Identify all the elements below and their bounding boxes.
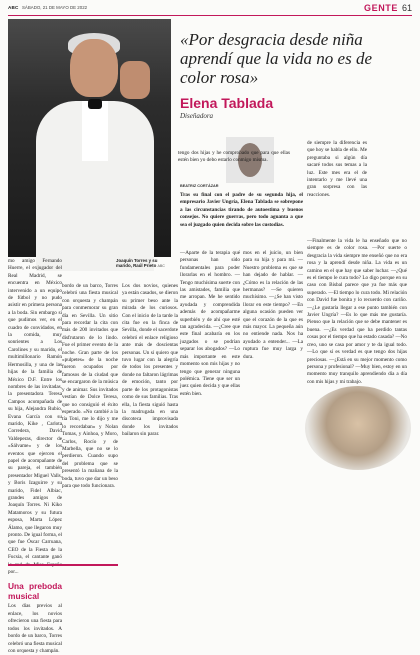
issue-date: SÁBADO, 21 DE MAYO DE 2022 — [22, 5, 88, 10]
interviewee-portrait — [305, 386, 411, 470]
interviewee-name: Elena Tablada — [180, 95, 274, 111]
section-title: GENTE — [363, 3, 398, 13]
interview-headline: «Por desgracia desde niña aprendí que la vida no es de color rosa» — [180, 30, 372, 87]
hand-shape — [120, 61, 150, 99]
interview-intro — [180, 192, 303, 250]
article-column-1 — [8, 258, 63, 654]
shirt-shape — [82, 101, 108, 161]
article-column-3 — [122, 283, 178, 568]
intro-text: Tras su final con el padre de su segunda hija, el empresario Javier Ungría, Elena Tablada se sobrepone a las circunstancias tirando de autoestima y buenos consejos. No quiere guerras, pero todo aguanta a que sea el juzgado quien decida sobre las custodias. — [180, 192, 303, 228]
interview-1-text: —Aparte de la terapia qué personas han sido fundamentales para poder llorarlas en el hombro. —Tengo muchísima suerte con las amistades, familia que me arropan. Me he sentido ayudada y comprendida además de acompañarme superbién y de ahí que esté tan agradecida. —¿Cree que este final acabaría en los juzgados o se podrían separar los abogados? —Lo más importante en este momento son mis hijas y no tengo que generar ninguna polémica. Tiene que ser un juez quien decida y que ellas estén bien. — [180, 250, 240, 397]
accent-bar — [8, 564, 118, 566]
interview-top-text: tengo dos hijas y he comprobado que para que ellas estén bien yo debo estarlo conmigo misma. — [178, 150, 290, 164]
subheading: Una preboda musical — [8, 581, 62, 602]
header-rule — [8, 15, 412, 16]
wedding-photo — [8, 19, 171, 257]
caption-credit: ABC — [157, 264, 165, 269]
page-number: 61 — [401, 3, 412, 13]
page-header — [8, 5, 412, 15]
bowtie-shape — [88, 99, 102, 109]
interview-column-3-top — [307, 140, 367, 236]
interview-2-text: mos en el juicio, un bien para su hija y para mí. —Nuestro problema es que se han dejado de hablar. —¿Cómo es la relación de las hermanas? —Se quieren muchísimo. —¿Se han visto llorar en este tiempo? —En alguna ocasión pueden ver que el corazón de la que es más mayor. La pequeña aún no entiende nada. Nos ha ayudado a entender... —La ruptura fue muy larga y dura. — [243, 250, 303, 360]
interviewee-role: Diseñadora — [180, 112, 214, 120]
caption-text: Joaquín Torres y su marido, Raúl Prieto — [116, 258, 158, 269]
column-2-text: bordo de un barco, Torres celebró una fiesta musical con orquesta y champán para conmemorar su gran día en Sevilla. Un sitio para recordar la cita con más de 200 invitados que disfrutaron de lo lindo. Fue el primer evento de la noche. Gran parte de los «pulpetes» de la noche fueron ocupados por famosos de la ciudad que se encargaron de la música y de animar. Sus invitados vestían de Dolce Teresa, que no consiguió el éxito esperado. «No cambié a la tía Toni, me lo dijo y me lo recordaban» y Nolan Tomas, y Ainhoa, y Moro, Carlos, Rocío y de Marbella, que no se lo perdieron. Cuando supo del problema que se presentó la mañana de la boda, tuvo que dar un beso para que todo funcionara. — [62, 283, 118, 489]
column-1-continued: Los días previos al enlace, los novios ofrecieron una fiesta para todos los invitados. A bordo de un barco, Torres celebró una fiesta musical con orquesta y champán. — [8, 603, 63, 654]
publication-name: ABC — [8, 5, 19, 10]
interview-column-1 — [180, 250, 240, 568]
face-shape — [70, 39, 118, 97]
column-3-text: Los dos novios, quienes ya están casados, se dieron su primer beso ante la mirada de los curiosos. Con el inicio de la tarde la cita fue en la finca de Sevilla, donde el sacerdote celebró el enlace religioso ante más de doscientas personas. Un sí quiero que tuvo lugar con la alegría de todos los presentes y donde no faltaron lágrimas de emoción, tanto por parte de los protagonistas como de sus familias. Tras ella, la fiesta siguió hasta la madrugada en una discoteca improvisada donde los invitados bailaron sin parar. — [122, 283, 178, 438]
interview-3-text: —Finalmente la vida le ha enseñado que no siempre es de color rosa. —Por suerte o desgracia la vida siempre me enseñó que no era rosa y la aprendí desde niña. La vida es un camino en el que hay que saber luchar. —¿Qué es el tiempo le cura todo? Lo digo porque en su caso con Bisbal parece que ya fue más que superado. —El tiempo lo cura todo. Mi relación con David fue bonita y lo recuerdo con cariño. —¿Le gustaría llegar a ese punto también con Javier Ungría? —Es lo que más me gustaría. Pienso que la relación que se debe mantener es buena. —¿Es verdad que ha perdido tantas cosas por el tiempo que ha estado casada? —No creo, uno se casa por amor y te da igual todo. —Lo que sí es verdad es que tengo dos hijas preciosas. —¿Está en su mejor momento como persona y profesional? —Muy bien, estoy en un momento muy tranquilo aprendiendo día a día con mis hijas y mi trabajo. — [307, 238, 407, 385]
interview-column-2 — [243, 250, 303, 568]
column-1-text: mo amigo Fernando Huerre, el exjugador del Real Madrid, se encuentra en México intervenido a un equipo de fútbol y no pudo asistir en primera persona a la boda. Sin embargo sí que pudimos ver, en el cuadro de convidados, en la comida, muy sonrientes a Los Carolines y su marido, el multimillonario Ramón Hermosilla, y una de las hijas de la familia de México D.F. Entre los nombres de las invitadas, la presentadora Teresa Campos acompañada de su hija, Alejandra Rubio, Evana García con su marido, Kike , Carlota Corredera, David Valdeperas, director de «Sálvame» y de los eventos que ejercen el papel de acompañante de su pareja, el también presentador Miguel Valls, y Boris Izaguirre y su marido, Fidel Albiac, grandes amigos de Joaquín Torres. Ni Kiko Matamoros y su futura esposa, Marta López Álamo, que llegaron muy pronto. De igual forma, el que fue Óscar Carruana, CEO de la Fiesta de la Fucsia, el cantante ganó por... — [8, 258, 62, 576]
article-column-2 — [62, 283, 118, 568]
author-byline: BEATRIZ CORTÁZAR — [180, 184, 219, 188]
interview-column-top — [178, 150, 290, 166]
photo-caption — [116, 258, 172, 270]
interview-3-top-text: de siempre la diferencia es que hoy se habla de ello. Me preguntaba si algún día sacaré todos sus temas a la luz. Este mes era el de intentarlo y me llevé una gran sorpresa con las reacciones. — [307, 140, 367, 198]
